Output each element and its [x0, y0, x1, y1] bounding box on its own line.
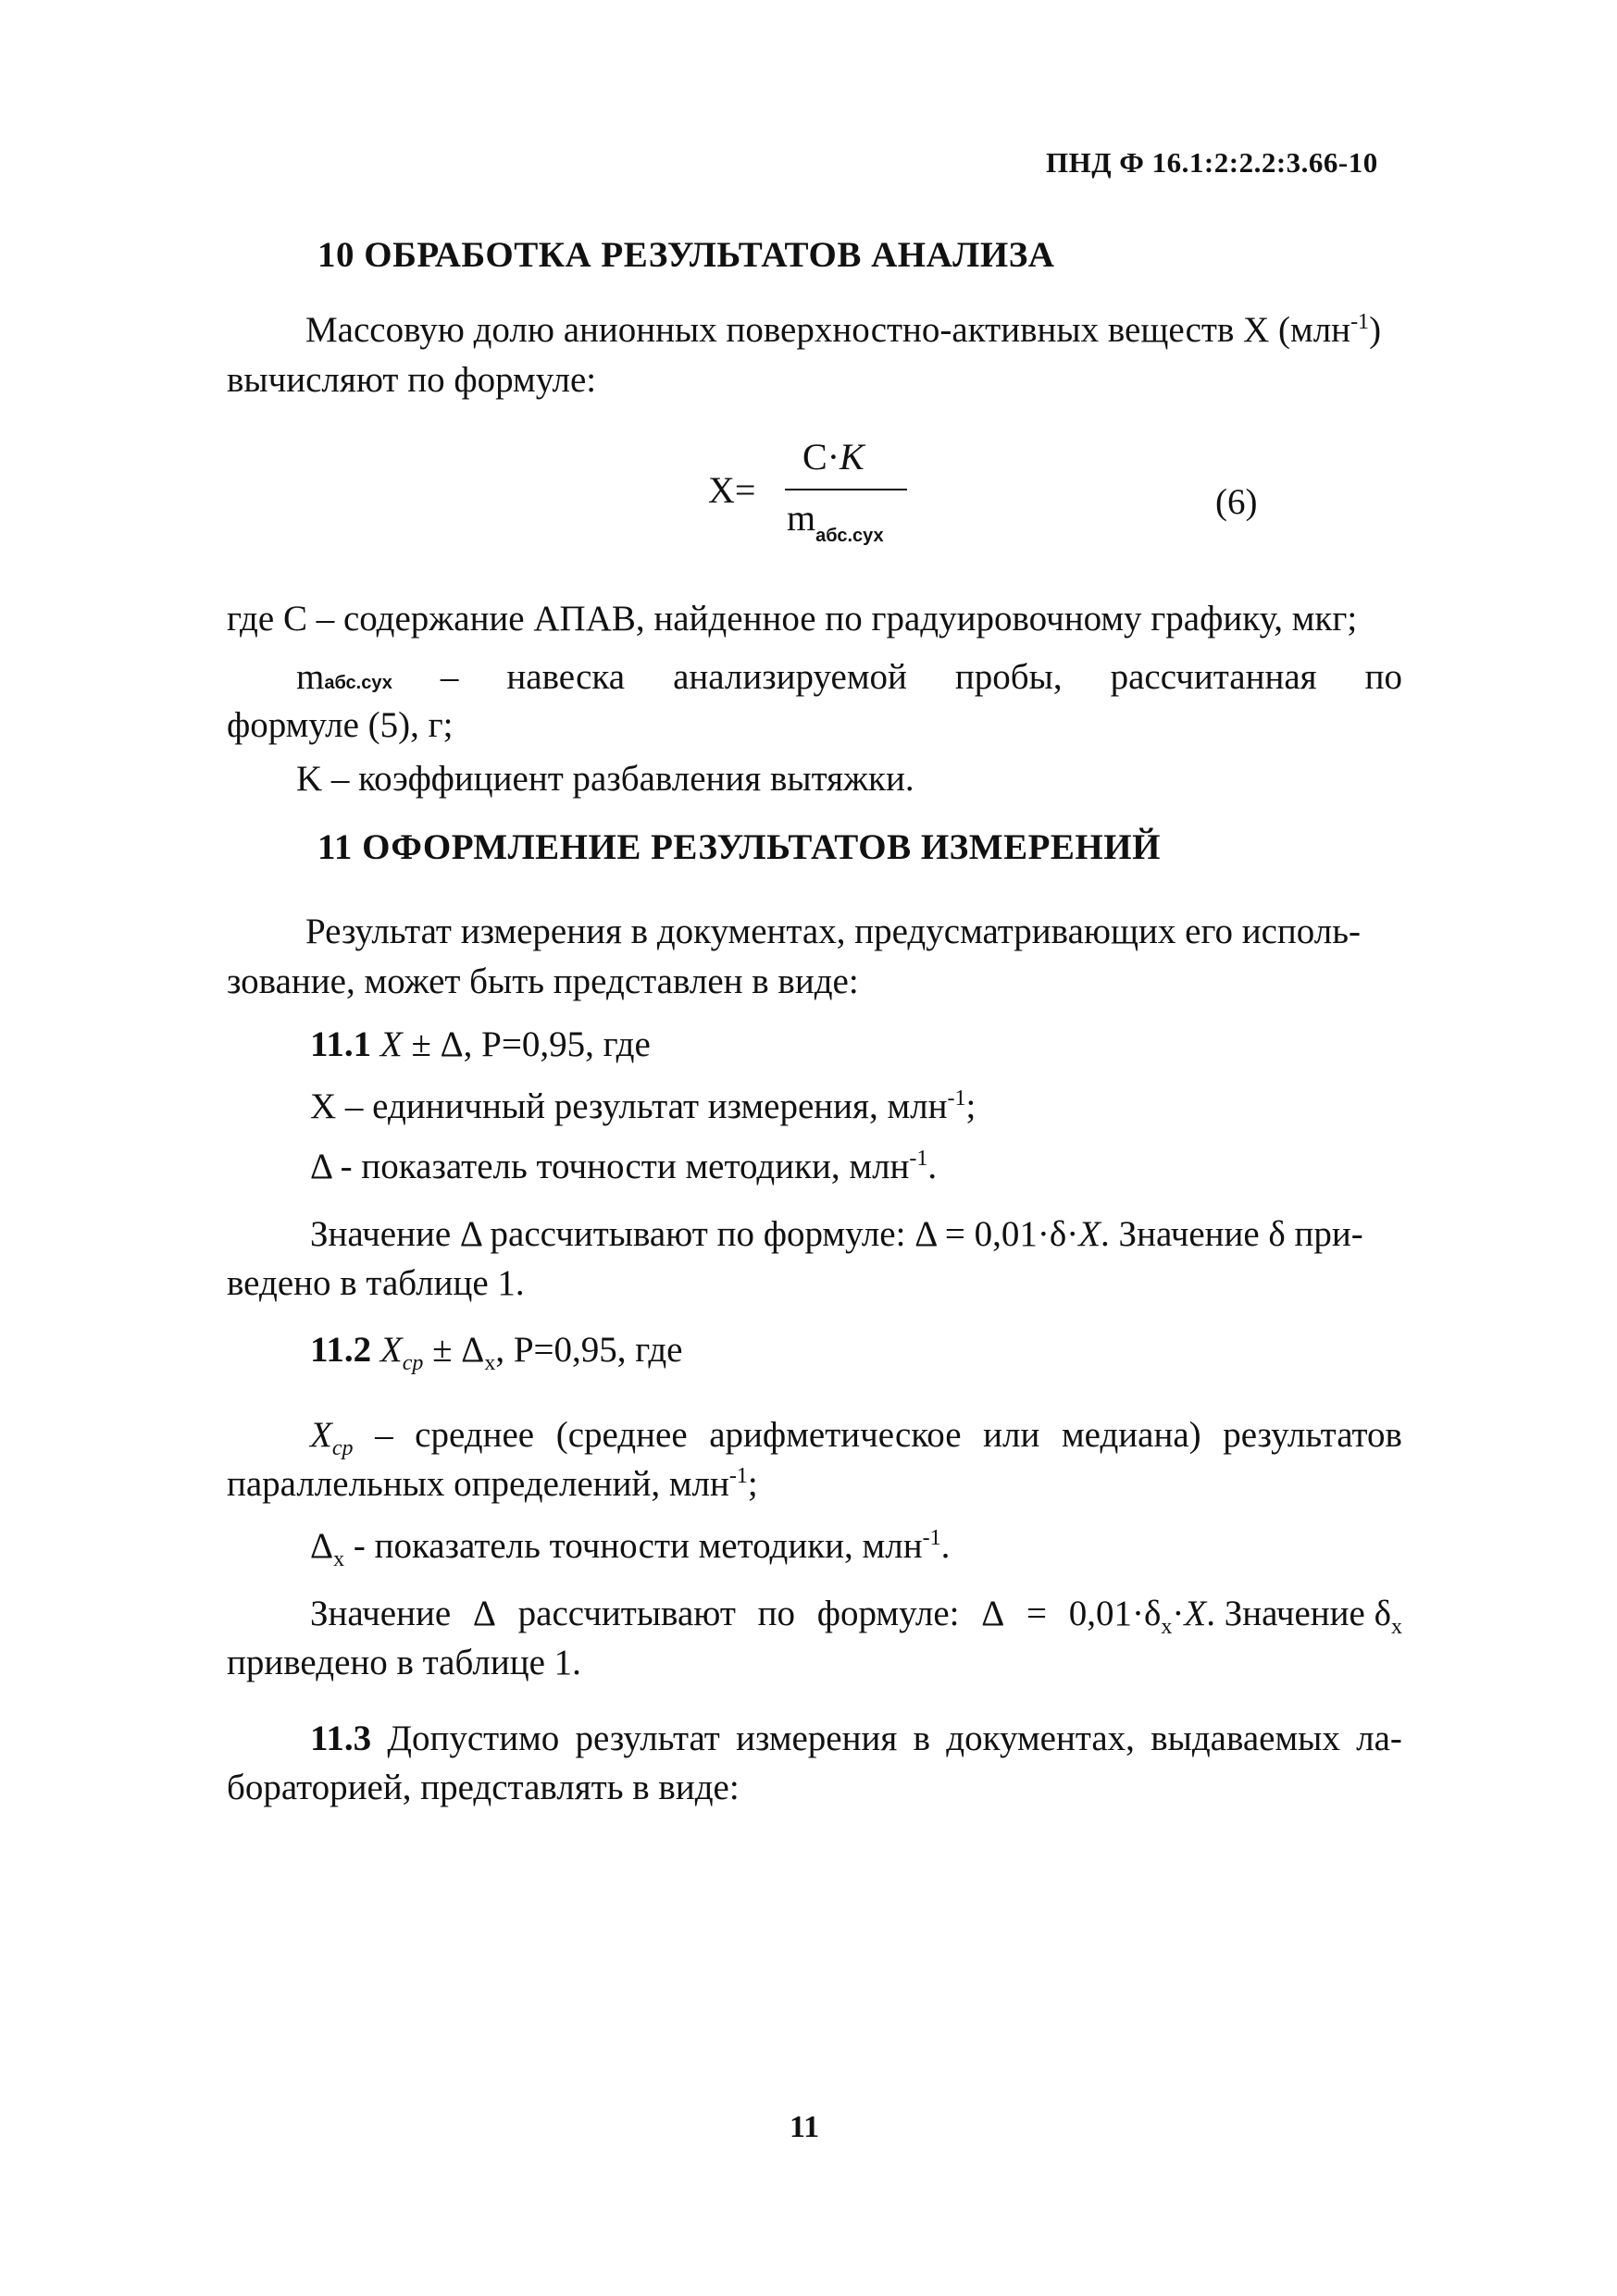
item-11-1-value-line-2: ведено в таблице 1.	[227, 1263, 525, 1303]
item-11-1-x-line: X – единичный результат измерения, млн$^{-1}$;	[310, 1086, 976, 1126]
section-10-intro-line-2: вычисляют по формуле:	[227, 360, 597, 400]
section-11-intro-line-2: зование, может быть представлен в виде:	[227, 962, 859, 1001]
formula-lhs: X=	[708, 469, 756, 511]
formula-denominator: $m_{абс.сух}$	[787, 497, 884, 546]
xcp-symbol: $X_{ср}$	[310, 1415, 354, 1460]
item-11-2-value-line-2: приведено в таблице 1.	[227, 1643, 581, 1682]
m-symbol: mабс.сух	[296, 657, 392, 697]
section-10-title: 10 ОБРАБОТКА РЕЗУЛЬТАТОВ АНАЛИЗА	[317, 235, 1055, 275]
item-11-1-delta-line: Δ - показатель точности методики, млн$^{-1}$.	[310, 1147, 938, 1186]
item-11-2-xcp-line-2: параллельных определений, млн$^{-1}$;	[227, 1464, 758, 1504]
formula-6	[703, 435, 944, 565]
document-code: ПНД Ф 16.1:2:2.2:3.66-10	[1046, 146, 1378, 179]
where-c-line: где C – содержание АПАВ, найденное по градуировочному графику, мкг;	[227, 599, 1358, 639]
page-number: 11	[790, 2110, 820, 2144]
where-m-line: mабс.сух – навеска анализируемой пробы, рассчитанная по	[296, 655, 1402, 705]
item-11-2-heading: 11.2 $X_{ср} \pm \Delta_x$, P=0,95, где	[310, 1330, 683, 1375]
section-10-intro-line-1: Массовую долю анионных поверхностно-активных веществ X (млн$^{-1}$)	[305, 310, 1382, 350]
where-m-line-2: формуле (5), г;	[227, 705, 454, 745]
fraction-line	[785, 489, 907, 490]
item-11-1-heading: 11.1 X ± Δ, P=0,95, где	[310, 1024, 651, 1064]
item-11-2-dx-line: $\Delta_x$ - показатель точности методики, млн$^{-1}$.	[310, 1526, 951, 1571]
section-11-intro-line-1: Результат измерения в документах, предусматривающих его исполь-	[305, 912, 1362, 951]
section-11-title: 11 ОФОРМЛЕНИЕ РЕЗУЛЬТАТОВ ИЗМЕРЕНИЙ	[317, 827, 1161, 867]
item-11-3-line-1: 11.3 Допустимо результат измерения в документах, выдаваемых ла-	[310, 1719, 1402, 1758]
where-k-line: K – коэффициент разбавления вытяжки.	[296, 759, 914, 799]
item-11-3-line-2: бораторией, представлять в виде:	[227, 1768, 740, 1807]
item-11-2-value-line-1: Значение Δ рассчитывают по формуле: Δ = $0,01\cdot\delta_x\cdot X$. Значение $\delta_x$	[310, 1594, 1402, 1639]
delta-expression: $0,01\cdot\delta_x\cdot X$. Значение $\delta_x$	[1068, 1594, 1402, 1639]
formula-6-number: (6)	[1215, 482, 1258, 522]
item-11-1-value-line-1: Значение Δ рассчитывают по формуле: Δ = 0,01·δ·X. Значение δ при-	[310, 1214, 1363, 1254]
item-11-2-xcp-line: $X_{ср}$ – среднее (среднее арифметическое или медиана) результатов	[310, 1415, 1402, 1460]
formula-numerator: C·K	[802, 436, 864, 478]
